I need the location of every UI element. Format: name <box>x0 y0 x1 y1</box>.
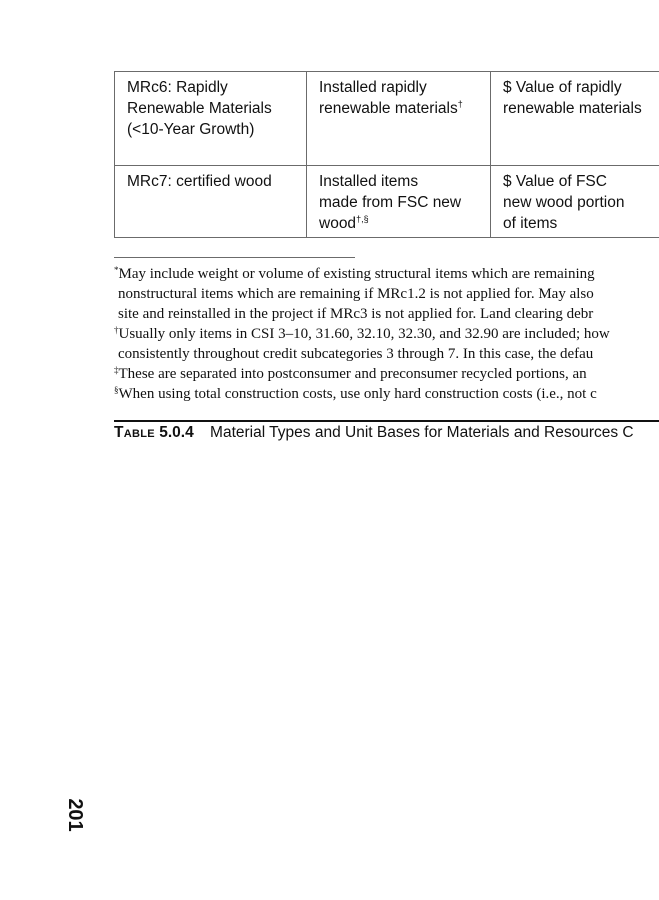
cell-text: made from FSC new <box>319 194 462 211</box>
footnote-line <box>114 284 659 304</box>
table-row <box>115 72 659 166</box>
table-cell-basis <box>491 166 659 238</box>
footnote-divider <box>114 257 355 258</box>
footnote-symbol: § <box>114 385 119 395</box>
table-cell-item <box>307 166 491 238</box>
footnote-symbol: ‡ <box>114 365 119 375</box>
footnote-mark: † <box>457 99 463 109</box>
footnote-line <box>114 344 659 364</box>
cell-text: Renewable Materials <box>127 100 272 117</box>
caption-number: 5.0.4 <box>159 424 194 441</box>
table-cell-credit <box>115 72 307 166</box>
footnote-text: When using total construction costs, use only hard construction costs (i.e., not c <box>118 386 597 402</box>
footnote-mark: †,§ <box>356 214 369 224</box>
cell-text-with-mark <box>319 98 482 119</box>
footnote-line <box>114 304 659 324</box>
caption-text: Material Types and Unit Bases for Materials and Resources C <box>210 424 634 441</box>
table-cell-item <box>307 72 491 166</box>
footnote-text: May include weight or volume of existing structural items which are remaining <box>118 266 595 282</box>
footnote-text: site and reinstalled in the project if MRc3 is not applied for. Land clearing debr <box>118 306 594 322</box>
cell-text: Installed items <box>319 173 419 190</box>
cell-text: $ Value of FSC <box>503 173 607 190</box>
footnotes <box>114 264 659 404</box>
cell-text: $ Value of rapidly <box>503 79 622 96</box>
cell-text: wood <box>319 215 357 232</box>
caption-divider <box>114 420 659 422</box>
footnote-text: Usually only items in CSI 3–10, 31.60, 32.10, 32.30, and 32.90 are included; how <box>118 326 610 342</box>
cell-text: MRc7: certified wood <box>127 173 272 190</box>
footnote-line <box>114 384 659 404</box>
cell-text: MRc6: Rapidly <box>127 79 228 96</box>
footnote-line <box>114 264 659 284</box>
caption-label: Table <box>114 424 155 441</box>
footnote-text: consistently throughout credit subcategories 3 through 7. In this case, the defau <box>118 346 594 362</box>
cell-text: renewable materials <box>319 100 458 117</box>
cell-text: renewable materials <box>503 100 642 117</box>
footnote-line <box>114 364 659 384</box>
cell-text: new wood portion <box>503 194 625 211</box>
table-caption <box>114 424 634 442</box>
footnote-text: nonstructural items which are remaining if MRc1.2 is not applied for. May also <box>118 286 594 302</box>
footnote-symbol: * <box>114 265 119 275</box>
cell-text: (<10-Year Growth) <box>127 121 255 138</box>
page-number: 201 <box>64 798 87 832</box>
cell-text-with-mark <box>319 213 482 234</box>
table-row <box>115 166 659 238</box>
footnote-line <box>114 324 659 344</box>
materials-table <box>114 71 659 238</box>
table-cell-credit <box>115 166 307 238</box>
table-cell-basis <box>491 72 659 166</box>
cell-text: Installed rapidly <box>319 79 427 96</box>
footnote-text: These are separated into postconsumer and preconsumer recycled portions, an <box>118 366 587 382</box>
footnote-symbol: † <box>114 325 119 335</box>
cell-text: of items <box>503 215 558 232</box>
